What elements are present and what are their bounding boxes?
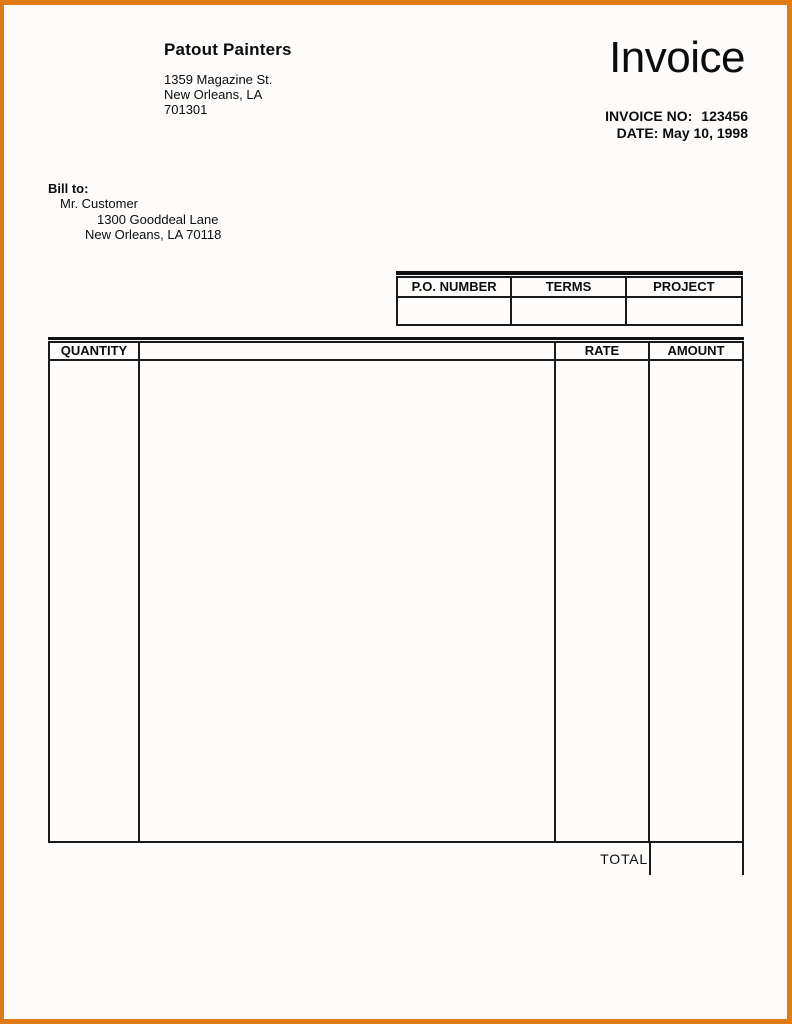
rate-column-cell (556, 361, 650, 841)
description-header (140, 343, 556, 361)
invoice-number-line (605, 108, 748, 125)
po-number-cell (398, 298, 512, 324)
invoice-date-line (605, 125, 748, 142)
quantity-header: QUANTITY (50, 343, 140, 361)
company-address-line-3: 701301 (164, 102, 208, 117)
bill-to-label: Bill to: (48, 181, 89, 196)
amount-column-cell (650, 361, 742, 841)
bill-to-line-1: Mr. Customer (60, 196, 139, 212)
po-table-grid (396, 276, 743, 326)
company-address-line-1: 1359 Magazine St. (164, 72, 273, 87)
items-table (48, 337, 744, 843)
invoice-number-value: 123456 (701, 108, 748, 124)
invoice-title: Invoice (609, 33, 745, 82)
company-address-line-2: New Orleans, LA (164, 87, 263, 102)
invoice-date-label: DATE: (616, 125, 659, 141)
po-table (396, 271, 743, 326)
rate-header: RATE (556, 343, 650, 361)
items-table-grid (48, 341, 744, 843)
quantity-column-cell (50, 361, 140, 841)
invoice-meta (605, 108, 748, 142)
description-column-cell (140, 361, 556, 841)
po-table-top-rule (396, 271, 743, 275)
terms-cell (512, 298, 626, 324)
project-cell (627, 298, 741, 324)
total-amount-cell (649, 843, 744, 875)
bill-to-line-2: 1300 Gooddeal Lane (97, 211, 219, 227)
terms-header: TERMS (512, 278, 626, 298)
company-address (164, 72, 272, 117)
items-table-top-rule (48, 337, 744, 340)
po-number-header: P.O. NUMBER (398, 278, 512, 298)
total-label: TOTAL (600, 851, 648, 867)
invoice-date-value: May 10, 1998 (662, 125, 748, 141)
project-header: PROJECT (627, 278, 741, 298)
amount-header: AMOUNT (650, 343, 742, 361)
bill-to-block (0, 181, 221, 243)
total-row (48, 843, 744, 875)
invoice-number-label: INVOICE NO: (605, 108, 693, 124)
bill-to-line-3: New Orleans, LA 70118 (85, 227, 222, 243)
company-name: Patout Painters (164, 40, 292, 59)
